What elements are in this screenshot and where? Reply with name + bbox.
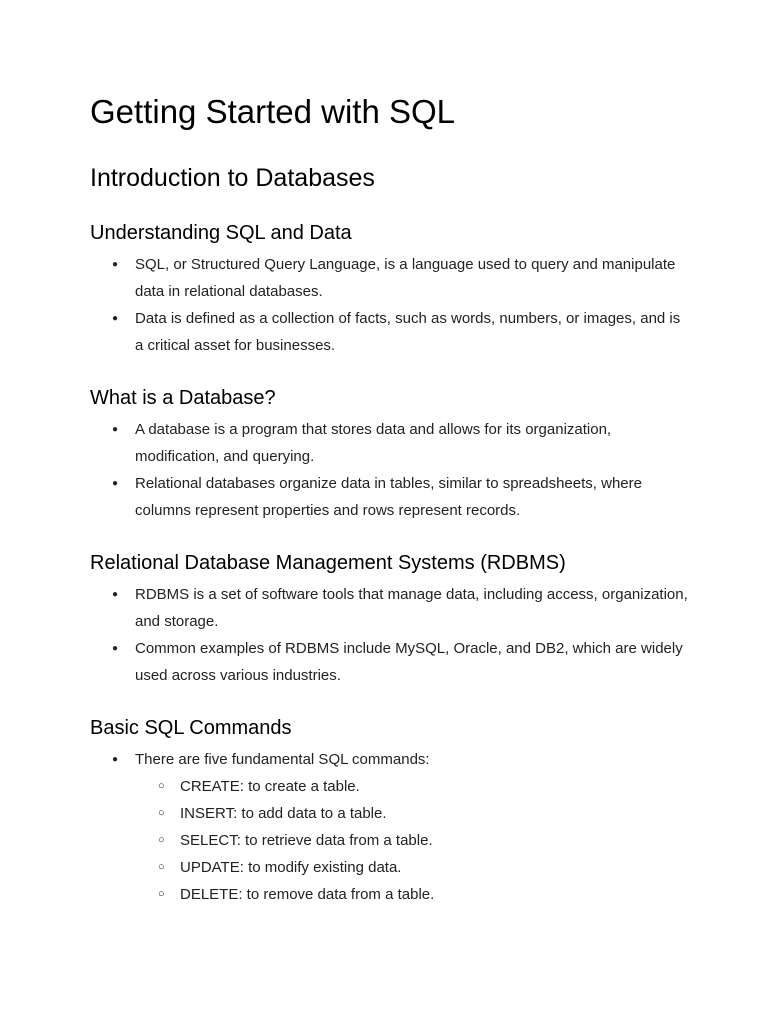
list-item: ● Relational databases organize data in tables, similar to spreadsheets, where columns represent properties and rows represent records. (90, 470, 690, 524)
section-heading: Relational Database Management Systems (RDBMS) (90, 552, 566, 574)
section-what-is-database (90, 386, 690, 524)
section-heading: Basic SQL Commands (90, 717, 292, 739)
list-item: ● Common examples of RDBMS include MySQL, Oracle, and DB2, which are widely used across various industries. (90, 635, 690, 689)
document-title: Getting Started with SQL (90, 93, 456, 130)
section-heading: Understanding SQL and Data (90, 222, 352, 244)
sub-list-item: ○ UPDATE: to modify existing data. (135, 854, 690, 881)
list-item: ● A database is a program that stores data and allows for its organization, modification, and querying. (90, 416, 690, 470)
section-rdbms (90, 551, 690, 689)
section-heading: What is a Database? (90, 387, 276, 409)
sub-list-item: ○ SELECT: to retrieve data from a table. (135, 827, 690, 854)
sub-bullet-list (135, 773, 690, 908)
document-subtitle: Introduction to Databases (90, 164, 375, 192)
list-item: ● RDBMS is a set of software tools that manage data, including access, organization, and storage. (90, 581, 690, 635)
sub-list-item: ○ INSERT: to add data to a table. (135, 800, 690, 827)
section-understanding-sql (90, 221, 690, 359)
list-item: ● Data is defined as a collection of facts, such as words, numbers, or images, and is a critical asset for businesses. (90, 305, 690, 359)
bullet-list (90, 251, 690, 359)
bullet-list (90, 581, 690, 689)
list-item: ● SQL, or Structured Query Language, is a language used to query and manipulate data in relational databases. (90, 251, 690, 305)
bullet-list (90, 416, 690, 524)
list-item (90, 746, 690, 908)
sub-list-item: ○ CREATE: to create a table. (135, 773, 690, 800)
section-basic-sql-commands (90, 716, 690, 908)
bullet-list (90, 746, 690, 908)
list-item-text: There are five fundamental SQL commands: (135, 751, 430, 768)
sub-list-item: ○ DELETE: to remove data from a table. (135, 881, 690, 908)
